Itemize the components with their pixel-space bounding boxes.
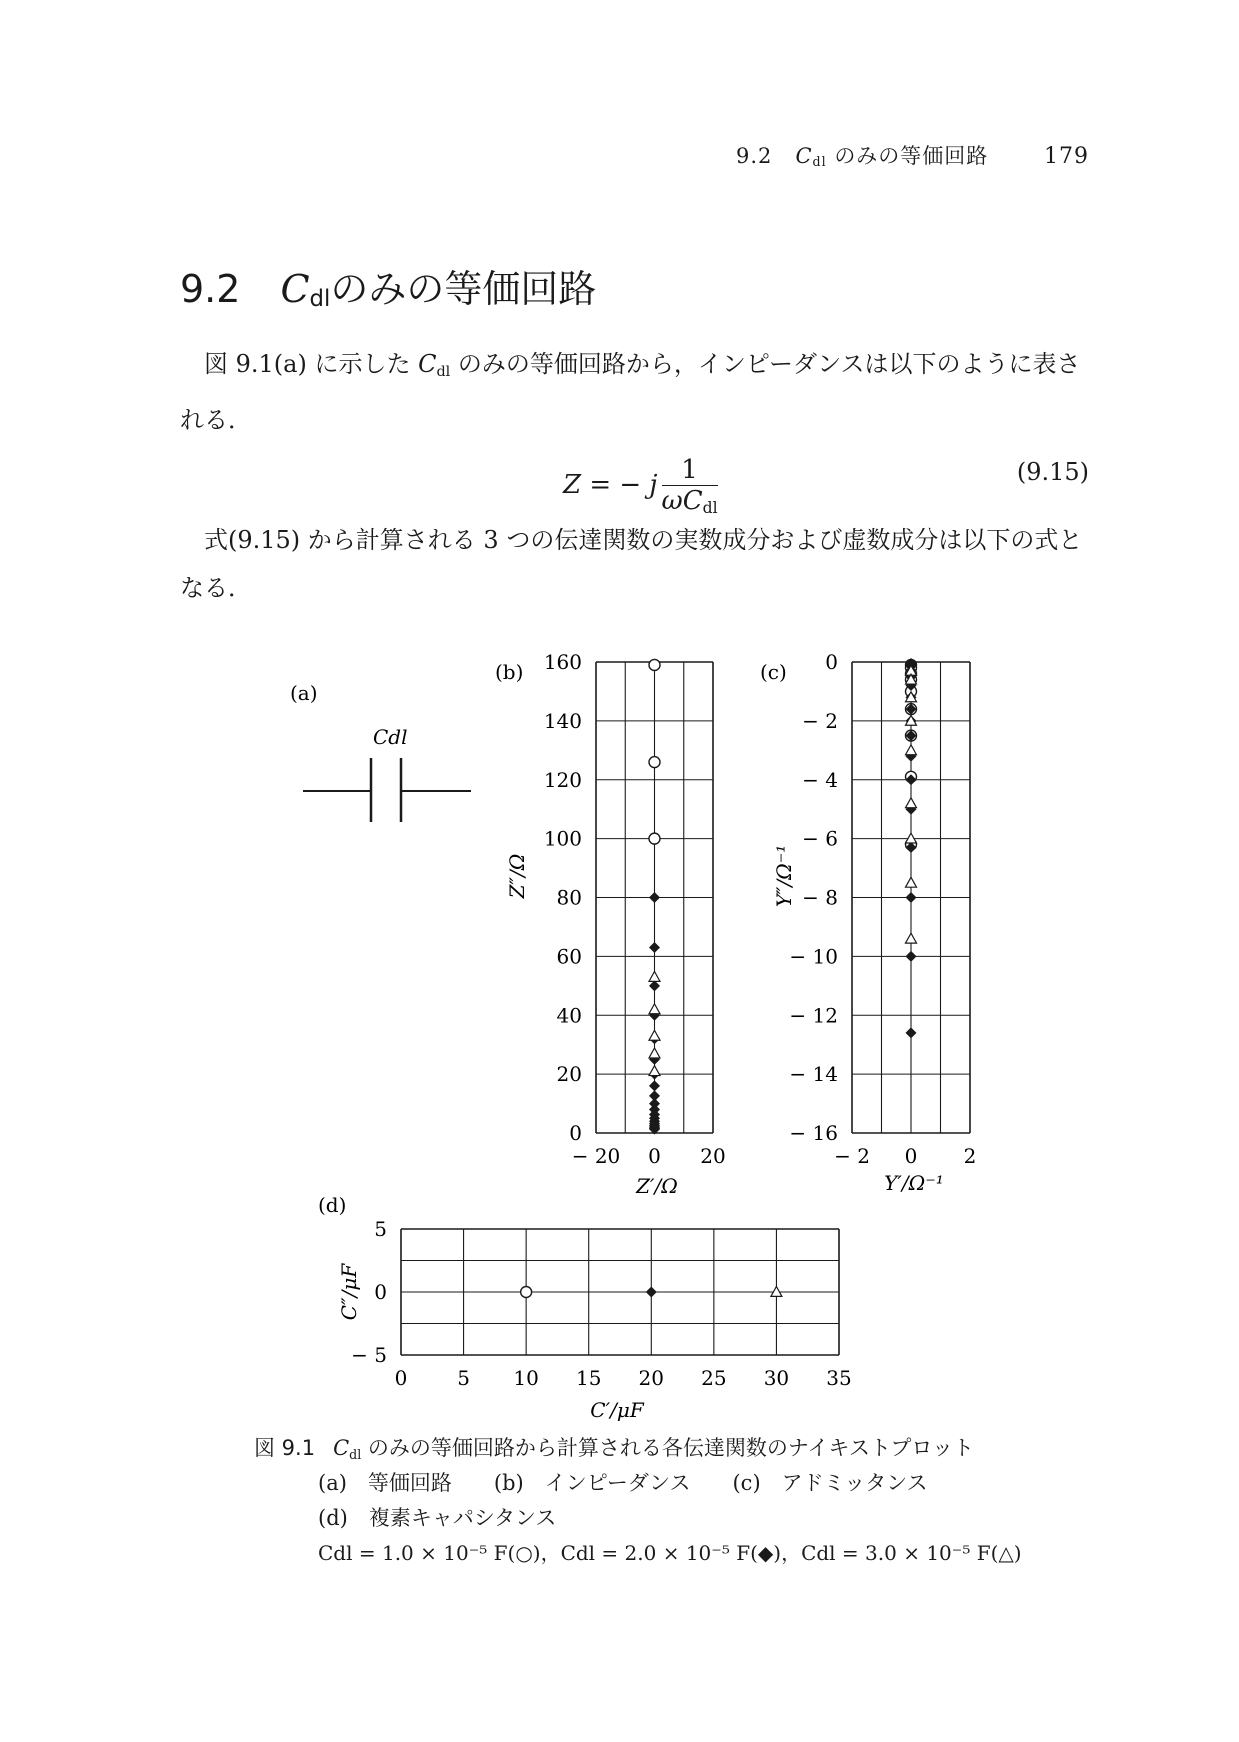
figure-caption-symbol: C (333, 1436, 350, 1460)
circuit-label: Cdl (373, 725, 408, 749)
chart-d-xlabel: C′/μF (590, 1398, 644, 1422)
chart-b-point-triangle-open (649, 971, 660, 981)
chart-b-ytick-label: 100 (543, 826, 582, 851)
chart-c-ylabel: Y″/Ω⁻¹ (772, 844, 796, 908)
chart-b-xlabel: Z′/Ω (636, 1174, 678, 1198)
panel-c-label: (c) (760, 660, 787, 684)
chart-c-point-diamond-filled (906, 951, 917, 962)
page-number: 179 (1044, 144, 1089, 169)
chart-c-point-triangle-open (906, 933, 917, 943)
chart-b-point-circle-open (649, 757, 660, 768)
chart-b-ylabel: Z″/Ω (505, 853, 529, 899)
chart-d-xtick-label: 25 (701, 1366, 727, 1390)
chart-d-ytick-label: − 5 (351, 1343, 387, 1367)
para1-text-a: 図 9.1(a) に示した (204, 350, 419, 378)
section-symbol: C (280, 267, 310, 311)
chart-d-xtick-label: 5 (457, 1366, 470, 1390)
section-title-text: のみの等価回路 (330, 267, 597, 311)
para2-text: 式(9.15) から計算される 3 つの伝達関数の実数成分および虚数成分は以下の式となる． (180, 526, 1083, 602)
chart-b-point-diamond-filled (649, 892, 660, 903)
equation-denom-subscript: dl (702, 499, 718, 517)
chart-b-xtick-label: − 20 (571, 1144, 621, 1168)
chart-b-point-triangle-open (649, 1030, 660, 1040)
equation-omega: ω (661, 486, 683, 516)
figure-caption (254, 1432, 974, 1462)
chart-d-point-diamond-filled (646, 1287, 657, 1298)
chart-c-ytick-label: − 14 (789, 1062, 838, 1087)
chart-c-xtick-label: 2 (963, 1144, 977, 1168)
chart-d-xtick-label: 20 (638, 1366, 665, 1390)
chart-b-ytick-label: 160 (543, 650, 582, 674)
chart-b-ytick-label: 60 (556, 944, 582, 969)
panel-a (290, 681, 471, 822)
figure-legend-line: Cdl = 1.0 × 10⁻⁵ F(○)，Cdl = 2.0 × 10⁻⁵ F(◆)，Cdl = 3.0 × 10⁻⁵ F(△) (318, 1541, 1022, 1565)
chart-c-point-triangle-open (906, 798, 917, 808)
chart-c-point-triangle-open (906, 745, 917, 755)
chart-b-ytick-label: 80 (556, 885, 582, 910)
chart-d-ytick-label: 5 (374, 1217, 387, 1241)
panel-d-label: (d) (318, 1193, 347, 1217)
equation-lhs: Z = − j (563, 470, 658, 500)
subcaption-d: (d) 複素キャパシタンス (318, 1506, 557, 1530)
figure-caption-text: のみの等価回路から計算される各伝達関数のナイキストプロット (361, 1436, 974, 1460)
para1-symbol: C (418, 350, 437, 378)
running-head-subscript: dl (812, 154, 827, 169)
chart-d-xtick-label: 35 (826, 1366, 852, 1390)
chart-d-ylabel: C″/μF (337, 1263, 361, 1321)
chart-b-point-circle-open (649, 659, 660, 670)
chart-c-ytick-label: − 4 (802, 767, 838, 792)
chart-b-point-circle-open (649, 833, 660, 844)
running-head-section: 9.2 (736, 144, 773, 168)
equation-denom-symbol: C (682, 486, 703, 516)
subcaption-a: (a) 等価回路 (318, 1471, 452, 1495)
chart-c-point-diamond-filled (906, 892, 917, 903)
running-head-symbol: C (795, 144, 813, 168)
chart-c-xtick-label: − 2 (834, 1144, 870, 1168)
equation-numerator: 1 (662, 455, 718, 486)
figure-caption-subscript: dl (349, 1447, 362, 1462)
panel-b-label: (b) (495, 660, 524, 684)
chart-complex-capacitance (318, 1193, 852, 1422)
chart-c-ytick-label: − 6 (802, 826, 838, 851)
chart-c-point-triangle-open (906, 877, 917, 887)
section-number: 9.2 (180, 267, 241, 311)
chart-b-ytick-label: 20 (556, 1062, 582, 1087)
chart-c-ytick-label: − 10 (789, 944, 838, 969)
chart-c-ytick-label: − 12 (789, 1003, 838, 1028)
chart-b-point-triangle-open (649, 1066, 660, 1076)
chart-d-xtick-label: 15 (575, 1366, 602, 1390)
chart-d-xtick-label: 10 (513, 1366, 539, 1390)
chart-b-ytick-label: 120 (543, 767, 582, 792)
figure-subcaptions-row1 (318, 1467, 970, 1497)
para1-text-b: のみの等価回路から，インピーダンスは以下のように表される． (180, 350, 1081, 434)
chart-d-ytick-label: 0 (374, 1280, 387, 1304)
chart-c-ytick-label: − 2 (802, 708, 838, 733)
chart-d-xtick-label: 30 (763, 1366, 790, 1390)
chart-b-ytick-label: 40 (556, 1003, 582, 1028)
chart-b-point-triangle-open (649, 1048, 660, 1058)
chart-d-point-circle-open (521, 1287, 532, 1298)
chart-c-xlabel: Y′/Ω⁻¹ (884, 1171, 944, 1195)
chart-admittance (760, 650, 976, 1195)
subcaption-c: (c) アドミッタンス (732, 1471, 928, 1495)
chart-impedance (495, 650, 726, 1198)
para1-subscript: dl (436, 364, 451, 380)
equation-number: (9.15) (1016, 458, 1089, 486)
figure-caption-label: 図 9.1 (254, 1436, 316, 1460)
chart-b-point-diamond-filled (649, 1080, 660, 1091)
chart-b-xtick-label: 20 (700, 1144, 726, 1168)
panel-a-label: (a) (290, 681, 318, 705)
chart-c-xtick-label: 0 (904, 1144, 918, 1168)
chart-b-xtick-label: 0 (648, 1144, 661, 1168)
chart-c-ytick-label: 0 (825, 650, 838, 674)
chart-b-ytick-label: 140 (543, 708, 582, 733)
chart-c-ytick-label: − 8 (802, 885, 838, 910)
chart-b-tick-labels (544, 650, 726, 1168)
chart-c-point-diamond-filled (906, 1027, 917, 1038)
chart-d-xtick-label: 0 (394, 1366, 408, 1390)
chart-b-point-triangle-open (649, 1004, 660, 1014)
chart-b-point-diamond-filled (649, 942, 660, 953)
chart-c-tick-labels (789, 650, 976, 1168)
section-subscript: dl (309, 286, 331, 312)
chart-c-ytick-label: − 16 (789, 1121, 838, 1145)
subcaption-b: (b) インピーダンス (493, 1471, 691, 1495)
running-head-title: のみの等価回路 (834, 144, 989, 168)
chart-b-ytick-label: 0 (569, 1121, 582, 1145)
